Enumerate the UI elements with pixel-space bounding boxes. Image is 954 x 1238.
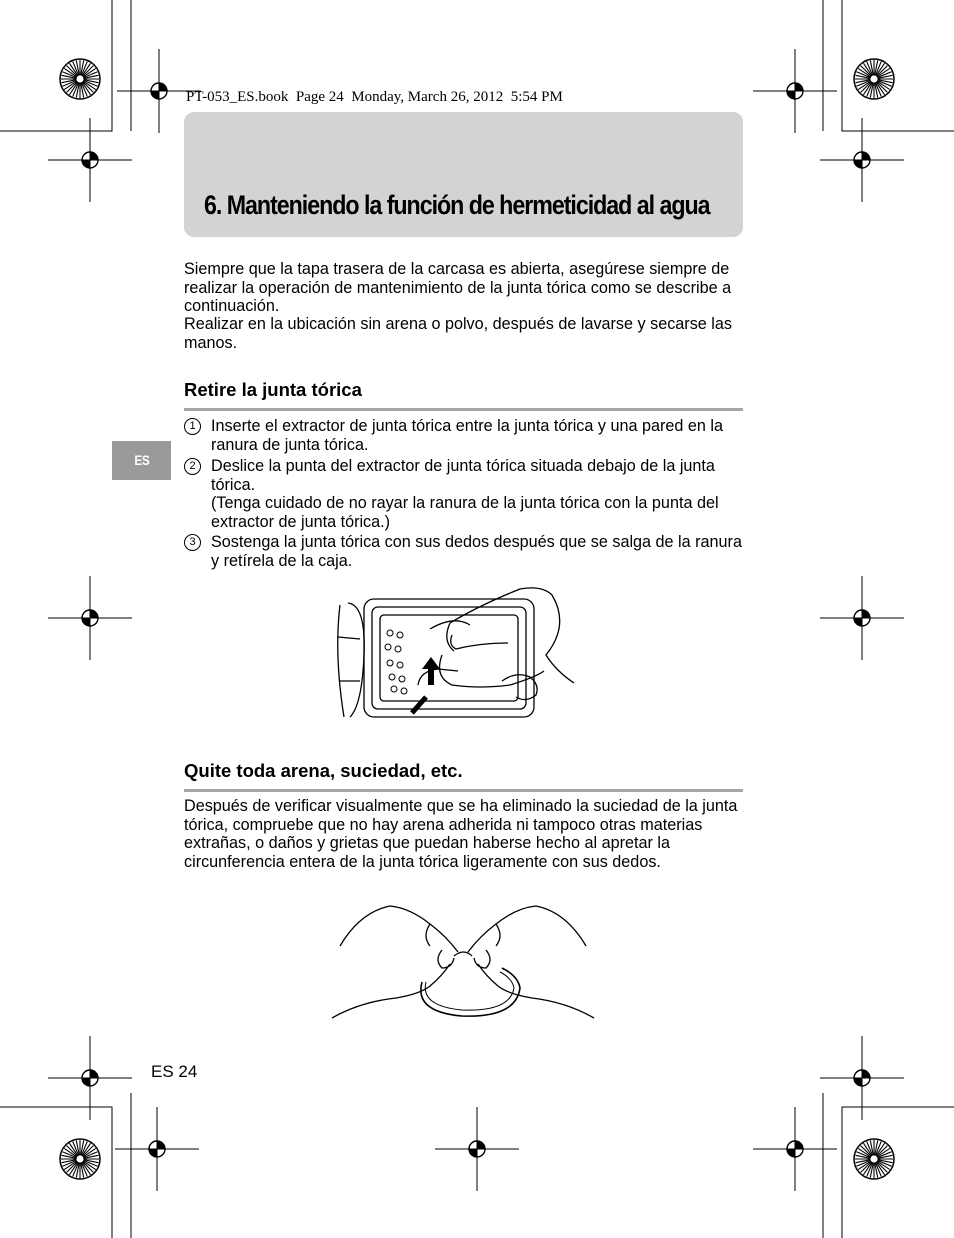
step-2 — [184, 457, 749, 531]
section-heading-remove-oring: Retire la junta tórica — [184, 379, 743, 411]
step-number: 1 — [184, 418, 201, 435]
step-note: (Tenga cuidado de no rayar la ranura de la junta tórica con la punta del extractor de junta tórica.) — [211, 494, 719, 531]
section-heading-remove-sand: Quite toda arena, suciedad, etc. — [184, 760, 743, 792]
print-header: PT-053_ES.book Page 24 Monday, March 26, 2012 5:54 PM — [186, 89, 563, 105]
title-band — [184, 112, 743, 237]
intro-paragraph: Siempre que la tapa trasera de la carcasa es abierta, asegúrese siempre de realizar la operación de mantenimiento de la junta tórica como se describe a continuación. — [184, 260, 732, 315]
step-text: Inserte el extractor de junta tórica entre la junta tórica y una pared en la ranura de junta tórica. — [211, 417, 724, 454]
page-number: ES 24 — [151, 1062, 198, 1081]
language-tab: ES — [112, 441, 171, 480]
sand-paragraph: Después de verificar visualmente que se ha eliminado la suciedad de la junta tórica, compruebe que no hay arena adherida ni tampoco otras materias extrañas, o daños y grietas que puedan haberse hecho al apretar la circunferencia entera de la junta tórica ligeramente con sus dedos. — [184, 797, 738, 871]
step-3 — [184, 533, 749, 570]
page-title: 6. Manteniendo la función de hermeticidad al agua — [204, 190, 710, 220]
step-main-text: Deslice la punta del extractor de junta tórica situada debajo de la junta tórica. — [211, 457, 715, 494]
step-1 — [184, 417, 749, 454]
intro-paragraph-2: Realizar en la ubicación sin arena o polvo, después de lavarse y secarse las manos. — [184, 315, 732, 352]
step-text: Sostenga la junta tórica con sus dedos después que se salga de la ranura y retírela de la caja. — [211, 533, 742, 570]
step-number: 2 — [184, 458, 201, 475]
oring-removal-illustration — [330, 585, 580, 725]
step-number: 3 — [184, 534, 201, 551]
oring-inspection-illustration — [330, 902, 598, 1024]
step-text — [211, 457, 749, 531]
